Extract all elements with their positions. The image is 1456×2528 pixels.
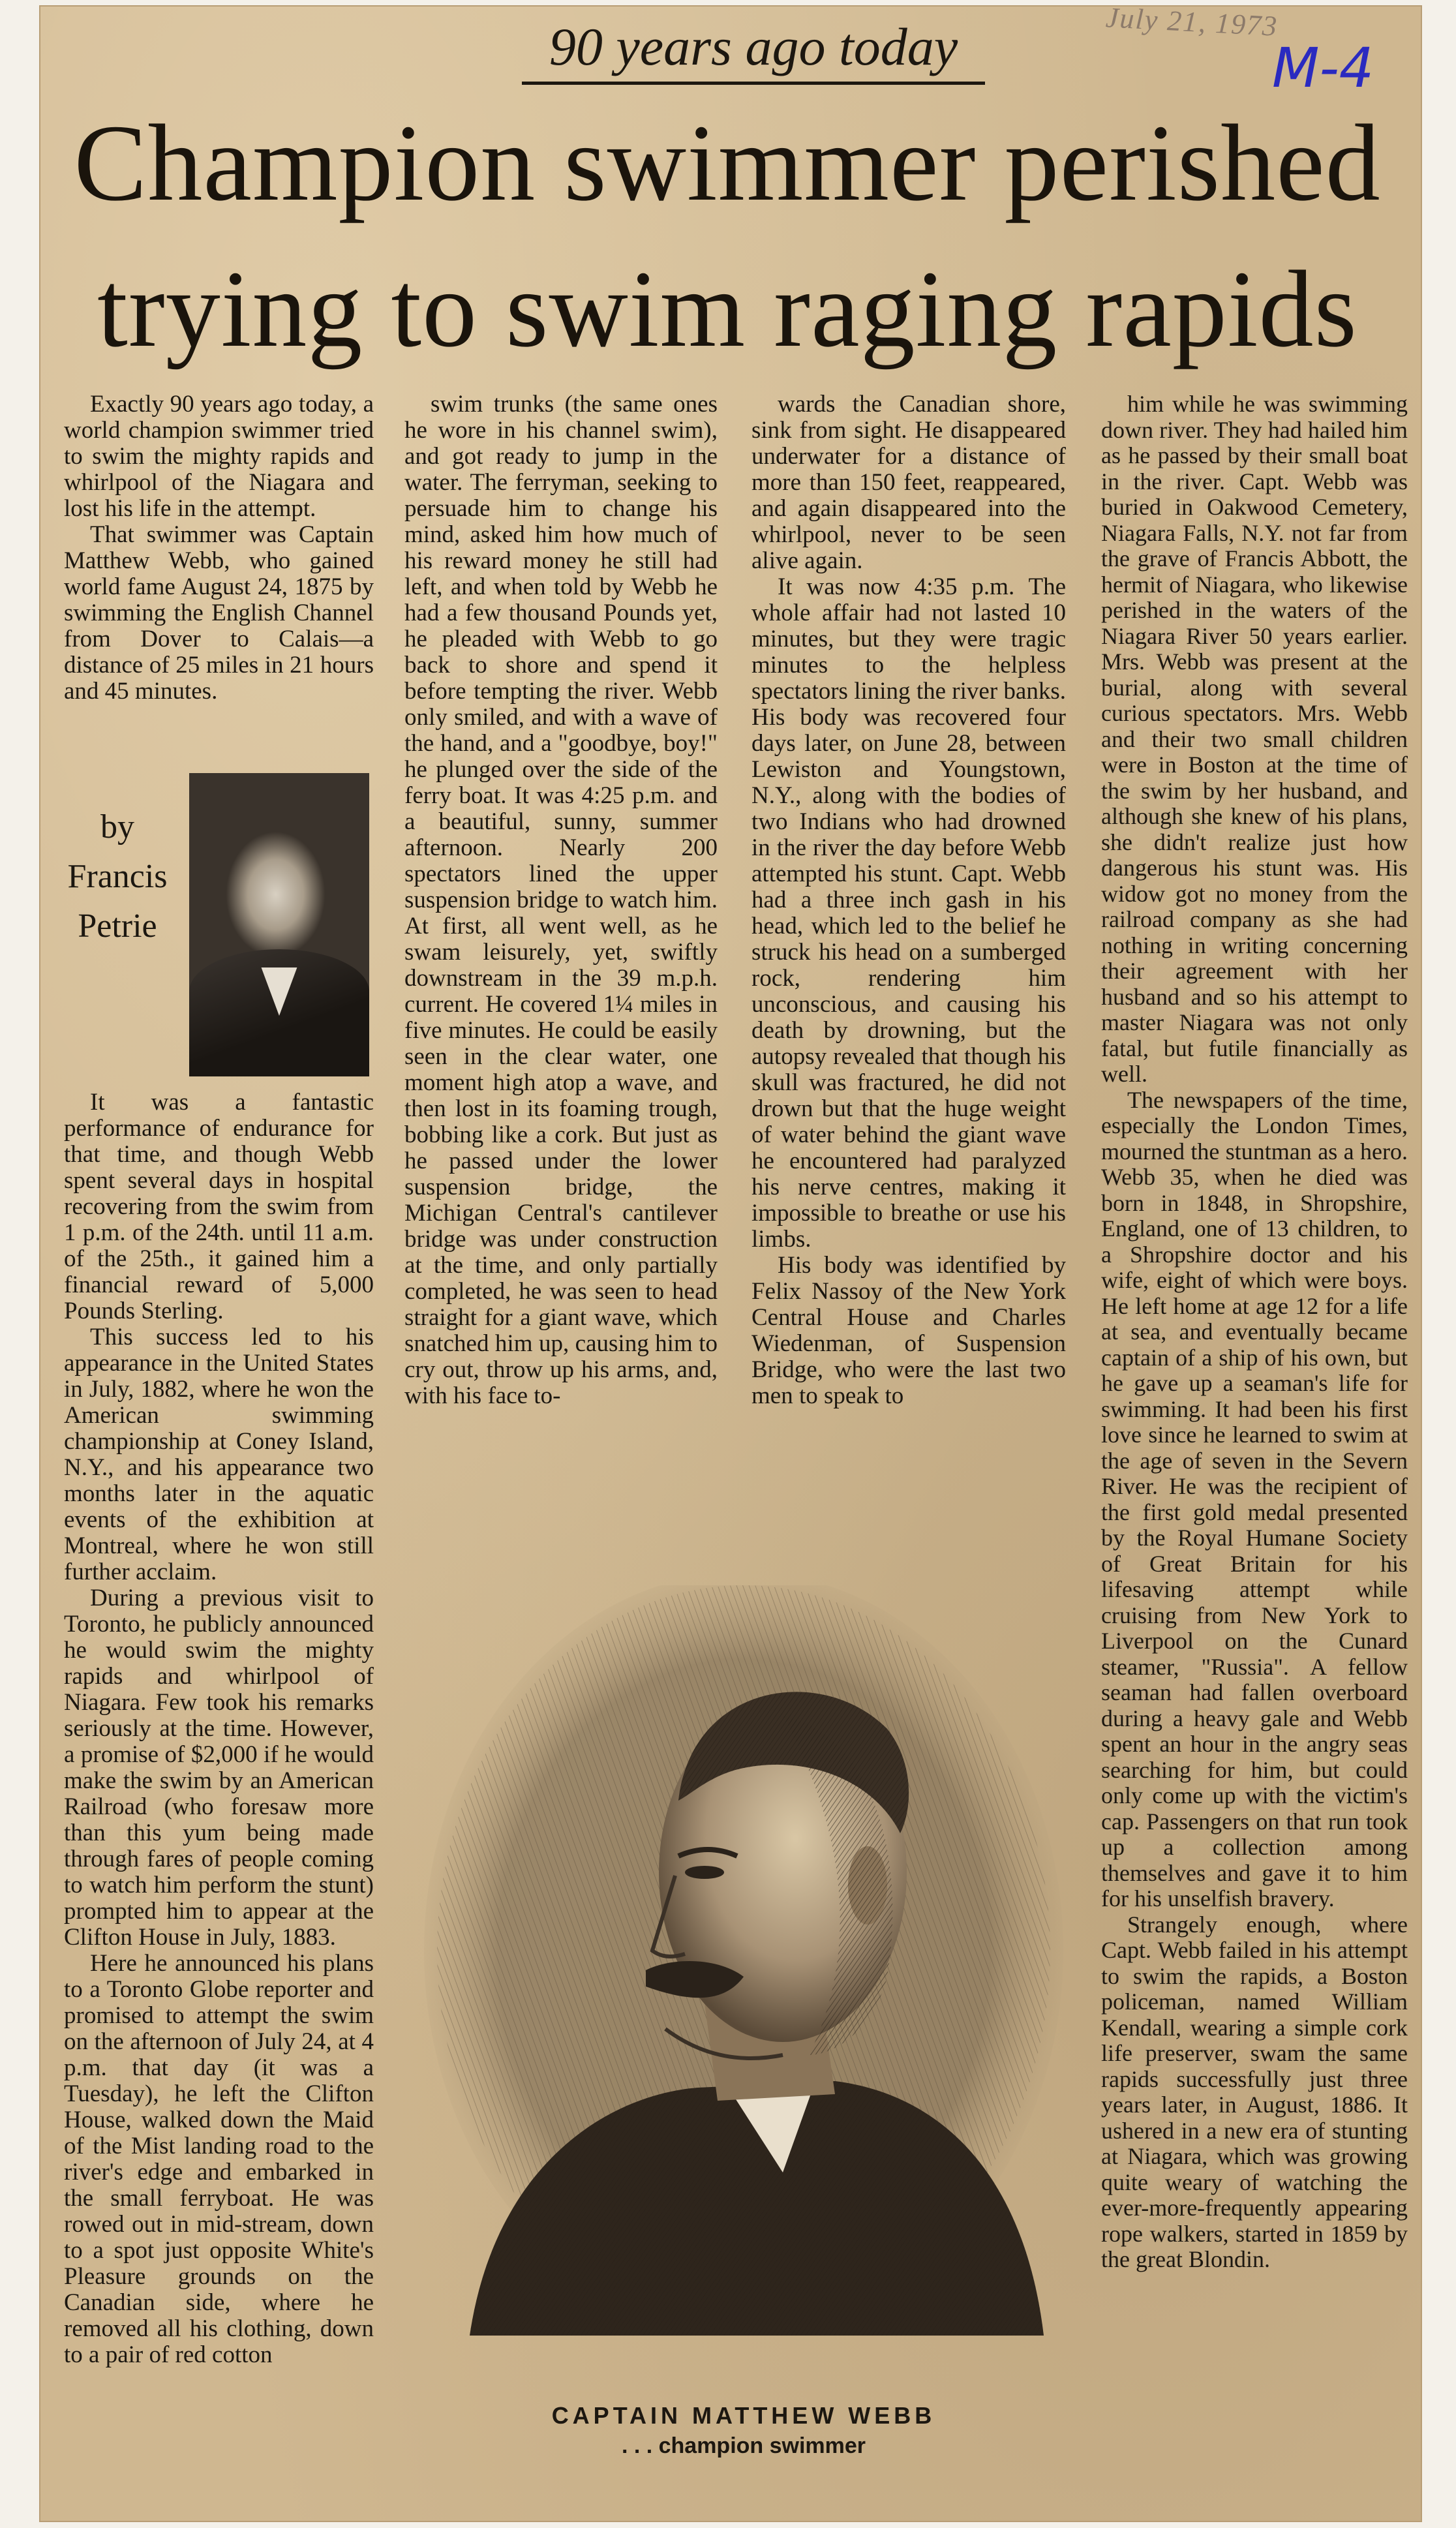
column-1-top [64, 391, 374, 705]
author-photo [189, 773, 369, 1076]
portrait-caption-name: CAPTAIN MATTHEW WEBB [551, 2402, 936, 2429]
column-1-bottom [64, 1089, 374, 2368]
byline [52, 802, 183, 951]
headline: Champion swimmer perished trying to swim raging rapids [74, 102, 1381, 370]
byline-last: Petrie [78, 907, 157, 945]
file-mark: M-4 [1272, 36, 1374, 100]
paragraph: His body was identified by Felix Nassoy of the New York Central House and Charles Wiedenman, of Suspension Bridge, who were the last two men to speak to [751, 1252, 1066, 1409]
column-4 [1101, 391, 1408, 2273]
paragraph: That swimmer was Captain Matthew Webb, who gained world fame August 24, 1875 by swimming the English Channel from Dover to Calais—a distance of 25 miles in 21 hours and 45 minutes. [64, 521, 374, 705]
portrait-caption-subtitle: . . . champion swimmer [621, 2433, 866, 2458]
date-stamp: July 21, 1973 [1104, 1, 1279, 42]
column-2 [404, 391, 718, 1409]
paragraph: Exactly 90 years ago today, a world champion swimmer tried to swim the mighty rapids and whirlpool of the Niagara and lost his life in the attempt. [64, 391, 374, 522]
paragraph: It was a fantastic performance of endurance for that time, and though Webb spent several days in hospital recovering from the swim from 1 p.m. of the 24th. until 11 a.m. of the 25th., it gained him a financial reward of 5,000 Pounds Sterling. [64, 1089, 374, 1324]
byline-first: Francis [67, 858, 168, 895]
column-3 [751, 391, 1066, 1409]
engraving-eye [685, 1866, 724, 1879]
paragraph: The newspapers of the time, especially the London Times, mourned the stuntman as a hero. Webb 35, when he died was born in 1848, in Shropshire, England, one of 13 children, to a Shropshire doctor and his wife, eight of which were boys. He left home at age 12 for a life at sea, and eventually became captain of a ship of his own, but he gave up a seaman's life for swimming. It had been his first love since he learned to swim at the age of seven in the Severn River. He was the recipient of the first gold medal presented by the Royal Humane Society of Great Britain for his lifesaving attempt while cruising from New York to Liverpool on the Cunard steamer, "Russia". A fellow seaman had fallen overboard during a heavy gale and Webb spent an hour in the angry seas searching for him, but could only come up with the victim's cap. Passengers on that run took up a collection among themselves and gave it to him for his unselfish bravery. [1101, 1086, 1408, 1911]
paragraph: Strangely enough, where Capt. Webb failed in his attempt to swim the rapids, a Boston policeman, named William Kendall, wearing a simple cork life preserver, swam the same rapids successfully just three years later, in August, 1886. It ushered in a new era of stunting at Niagara, which was growing quite weary of watching the ever-more-frequently appearing rope walkers, started in 1859 by the great Blondin. [1101, 1911, 1408, 2272]
paragraph: This success led to his appearance in the United States in July, 1882, where he won the American swimming championship at Coney Island, N.Y., and his appearance two months later in the aquatic events of the exhibition at Montreal, where he won still further acclaim. [64, 1324, 374, 1585]
paragraph: During a previous visit to Toronto, he publicly announced he would swim the mighty rapids and whirlpool of Niagara. Few took his remarks seriously at the time. However, a promise of $2,000 if he would make the swim by an American Railroad (who foresaw more than this yum being made through fares of people coming to watch him perform the stunt) prompted him to appear at the Clifton House in July, 1883. [64, 1585, 374, 1951]
paragraph: Here he announced his plans to a Toronto Globe reporter and promised to attempt the swim on the afternoon of July 24, at 4 p.m. that day (it was a Tuesday), he left the Clifton House, walked down the Maid of the Mist landing road to the river's edge and embarked in the small ferryboat. He was rowed out in mid-stream, down to a spot just opposite White's Pleasure grounds on the Canadian side, where he removed all his clothing, down to a pair of red cotton [64, 1950, 374, 2368]
byline-by: by [100, 808, 134, 845]
paragraph: It was now 4:35 p.m. The whole affair had not lasted 10 minutes, but they were tragic minutes to the helpless spectators lining the river banks. His body was recovered four days later, on June 28, between Lewiston and Youngstown, N.Y., along with the bodies of two Indians who had drowned in the river the day before Webb attempted his stunt. Capt. Webb had a three inch gash in his head, which led to the belief he struck his head on a sumberged rock, rendering him unconscious, and causing his death by drowning, but the autopsy revealed that though his skull was fractured, he did not drown but that the huge weight of water behind the giant wave he encountered had paralyzed his nerve centres, making it impossible to breathe or use his limbs. [751, 573, 1066, 1253]
engraving-portrait [417, 1585, 1070, 2355]
paragraph: him while he was swimming down river. They had hailed him as he passed by their small boat in the river. Capt. Webb was buried in Oakwood Cemetery, Niagara Falls, N.Y. not far from the grave of Francis Abbott, the hermit of Niagara, who likewise perished in the waters of the Niagara River 50 years earlier. Mrs. Webb was present at the burial, along with several curious spectators. Mrs. Webb and their two small children were in Boston at the time of the swim by her husband, and although she knew of his plans, she didn't realize just how dangerous his stunt was. His widow got no money from the railroad company as she had nothing in writing concerning their agreement with her husband and so his attempt to master Niagara was not only fatal, but futile financially as well. [1101, 391, 1408, 1087]
paragraph: swim trunks (the same ones he wore in his channel swim), and got ready to jump in the water. The ferryman, seeking to persuade him to change his mind, asked him how much of his reward money he still had left, and when told by Webb he had a few thousand Pounds yet, he pleaded with Webb to go back to shore and spend it before tempting the river. Webb only smiled, and with a wave of the hand, and a "goodbye, boy!" he plunged over the side of the ferry boat. It was 4:25 p.m. and a beautiful, sunny, summer afternoon. Nearly 200 spectators lined the upper suspension bridge to watch him. At first, all went well, as he swam leisurely, yet, swiftly downstream in the 39 m.p.h. current. He covered 1¼ miles in five minutes. He could be easily seen in the clear water, one moment high atop a wave, and then lost in its foaming trough, bobbing like a cork. But just as he passed under the lower suspension bridge, the Michigan Central's cantilever bridge was under construction at the time, and only partially completed, he was seen to head straight for a giant wave, which snatched him up, causing him to cry out, throw up his arms, and, with his face to- [404, 391, 718, 1409]
paragraph: wards the Canadian shore, sink from sight. He disappeared underwater for a distance of more than 150 feet, reappeared, and again disappeared into the whirlpool, never to be seen alive again. [751, 391, 1066, 574]
kicker-heading: 90 years ago today [522, 16, 985, 85]
